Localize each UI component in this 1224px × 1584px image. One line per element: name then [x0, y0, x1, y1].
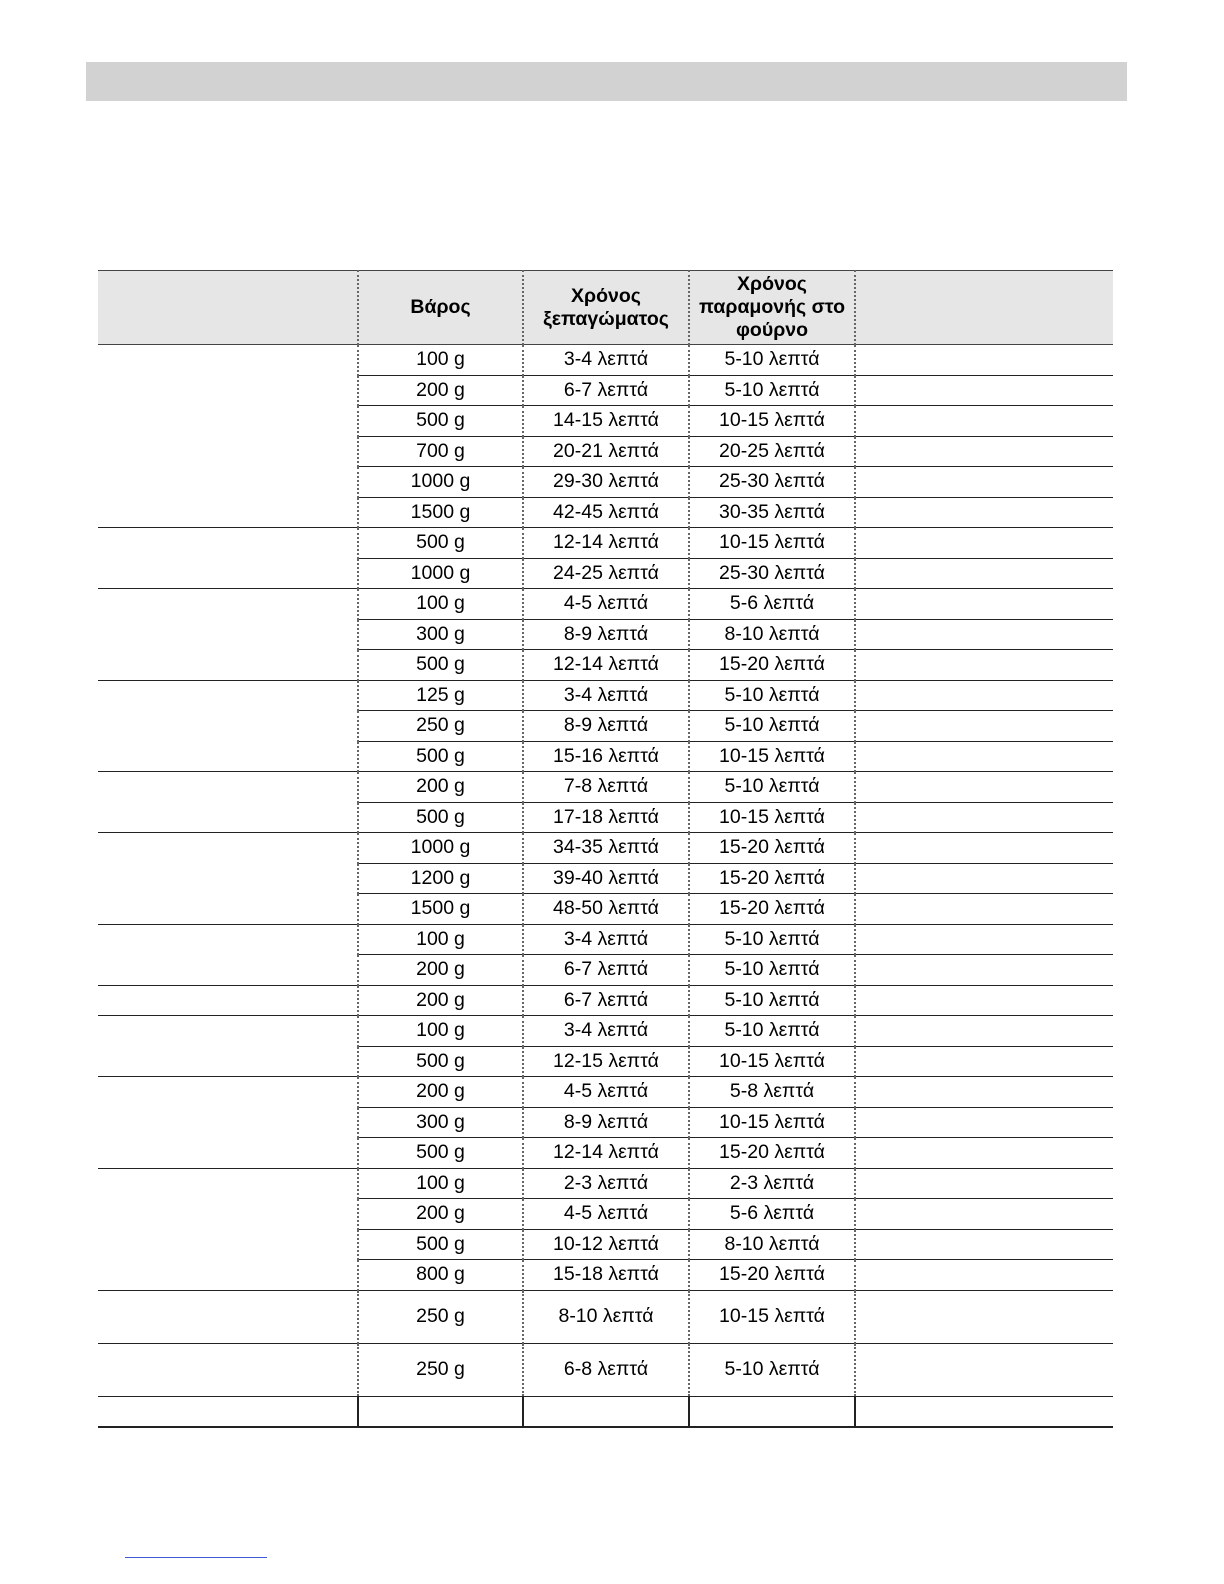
standing-time-cell: 5-10 λεπτά — [689, 772, 855, 803]
standing-time-cell: 20-25 λεπτά — [689, 436, 855, 467]
defrost-table — [98, 270, 1113, 1428]
notes-cell — [855, 589, 1113, 620]
standing-time-cell: 5-10 λεπτά — [689, 985, 855, 1016]
standing-time-cell: 5-10 λεπτά — [689, 1016, 855, 1047]
standing-time-cell: 10-15 λεπτά — [689, 1046, 855, 1077]
defrost-time-cell: 4-5 λεπτά — [523, 1199, 689, 1230]
table-row — [98, 833, 1113, 864]
notes-cell — [855, 802, 1113, 833]
food-cell — [98, 985, 358, 1016]
weight-cell: 250 g — [358, 1290, 523, 1343]
food-cell — [98, 528, 358, 589]
standing-time-cell: 15-20 λεπτά — [689, 650, 855, 681]
notes-cell — [855, 985, 1113, 1016]
table-row — [98, 1343, 1113, 1396]
weight-cell: 1000 g — [358, 558, 523, 589]
weight-cell: 200 g — [358, 1077, 523, 1108]
defrost-time-cell: 6-7 λεπτά — [523, 985, 689, 1016]
table-row — [98, 1290, 1113, 1343]
weight-cell: 1200 g — [358, 863, 523, 894]
empty-cell — [98, 1396, 358, 1427]
food-cell — [98, 680, 358, 772]
weight-cell: 1500 g — [358, 497, 523, 528]
notes-cell — [855, 619, 1113, 650]
defrost-time-cell: 12-14 λεπτά — [523, 650, 689, 681]
standing-time-cell: 15-20 λεπτά — [689, 833, 855, 864]
standing-time-cell: 5-10 λεπτά — [689, 375, 855, 406]
standing-time-cell: 10-15 λεπτά — [689, 1107, 855, 1138]
standing-time-cell: 5-6 λεπτά — [689, 1199, 855, 1230]
header-food-cell — [98, 271, 358, 345]
food-cell — [98, 1077, 358, 1169]
defrost-time-cell: 39-40 λεπτά — [523, 863, 689, 894]
notes-cell — [855, 375, 1113, 406]
table-row — [98, 528, 1113, 559]
notes-cell — [855, 680, 1113, 711]
food-cell — [98, 833, 358, 925]
notes-cell — [855, 650, 1113, 681]
weight-cell: 200 g — [358, 375, 523, 406]
header-defrost-time: Χρόνος ξεπαγώματος — [523, 271, 689, 345]
defrost-time-cell: 8-10 λεπτά — [523, 1290, 689, 1343]
standing-time-cell: 5-10 λεπτά — [689, 924, 855, 955]
food-cell — [98, 1343, 358, 1396]
notes-cell — [855, 1077, 1113, 1108]
weight-cell: 500 g — [358, 1229, 523, 1260]
food-cell — [98, 345, 358, 528]
notes-cell — [855, 406, 1113, 437]
empty-table-row — [98, 1396, 1113, 1427]
weight-cell: 800 g — [358, 1260, 523, 1291]
food-cell — [98, 1290, 358, 1343]
standing-time-cell: 15-20 λεπτά — [689, 1260, 855, 1291]
weight-cell: 100 g — [358, 1016, 523, 1047]
notes-cell — [855, 955, 1113, 986]
weight-cell: 250 g — [358, 711, 523, 742]
standing-time-cell: 15-20 λεπτά — [689, 863, 855, 894]
table-body — [98, 345, 1113, 1427]
table-row — [98, 680, 1113, 711]
standing-time-cell: 5-10 λεπτά — [689, 1343, 855, 1396]
defrost-time-cell: 3-4 λεπτά — [523, 345, 689, 376]
notes-cell — [855, 1260, 1113, 1291]
notes-cell — [855, 894, 1113, 925]
weight-cell: 100 g — [358, 589, 523, 620]
notes-cell — [855, 1199, 1113, 1230]
standing-time-cell: 8-10 λεπτά — [689, 619, 855, 650]
notes-cell — [855, 1168, 1113, 1199]
header-standing-time: Χρόνος παραμονής στο φούρνο — [689, 271, 855, 345]
standing-time-cell: 25-30 λεπτά — [689, 467, 855, 498]
notes-cell — [855, 1229, 1113, 1260]
notes-cell — [855, 1016, 1113, 1047]
standing-time-cell: 10-15 λεπτά — [689, 741, 855, 772]
weight-cell: 200 g — [358, 1199, 523, 1230]
defrost-time-cell: 20-21 λεπτά — [523, 436, 689, 467]
weight-cell: 250 g — [358, 1343, 523, 1396]
defrost-time-cell: 17-18 λεπτά — [523, 802, 689, 833]
standing-time-cell: 5-10 λεπτά — [689, 345, 855, 376]
food-cell — [98, 1016, 358, 1077]
standing-time-cell: 5-8 λεπτά — [689, 1077, 855, 1108]
standing-time-cell: 10-15 λεπτά — [689, 1290, 855, 1343]
empty-cell — [855, 1396, 1113, 1427]
defrost-time-cell: 6-7 λεπτά — [523, 375, 689, 406]
notes-cell — [855, 436, 1113, 467]
empty-cell — [358, 1396, 523, 1427]
food-cell — [98, 589, 358, 681]
defrost-time-cell: 3-4 λεπτά — [523, 924, 689, 955]
weight-cell: 500 g — [358, 802, 523, 833]
notes-cell — [855, 558, 1113, 589]
defrost-time-cell: 3-4 λεπτά — [523, 680, 689, 711]
header-notes-cell — [855, 271, 1113, 345]
notes-cell — [855, 1290, 1113, 1343]
header-weight: Βάρος — [358, 271, 523, 345]
notes-cell — [855, 1107, 1113, 1138]
standing-time-cell: 10-15 λεπτά — [689, 802, 855, 833]
standing-time-cell: 30-35 λεπτά — [689, 497, 855, 528]
weight-cell: 700 g — [358, 436, 523, 467]
defrost-time-cell: 12-15 λεπτά — [523, 1046, 689, 1077]
defrost-time-cell: 4-5 λεπτά — [523, 589, 689, 620]
weight-cell: 100 g — [358, 1168, 523, 1199]
defrost-time-cell: 29-30 λεπτά — [523, 467, 689, 498]
defrost-time-cell: 6-7 λεπτά — [523, 955, 689, 986]
standing-time-cell: 5-10 λεπτά — [689, 711, 855, 742]
weight-cell: 500 g — [358, 741, 523, 772]
table-header-row — [98, 271, 1113, 345]
weight-cell: 500 g — [358, 528, 523, 559]
notes-cell — [855, 863, 1113, 894]
standing-time-cell: 10-15 λεπτά — [689, 528, 855, 559]
weight-cell: 1500 g — [358, 894, 523, 925]
notes-cell — [855, 924, 1113, 955]
weight-cell: 1000 g — [358, 467, 523, 498]
defrost-time-cell: 24-25 λεπτά — [523, 558, 689, 589]
defrost-time-cell: 2-3 λεπτά — [523, 1168, 689, 1199]
weight-cell: 125 g — [358, 680, 523, 711]
standing-time-cell: 10-15 λεπτά — [689, 406, 855, 437]
standing-time-cell: 8-10 λεπτά — [689, 1229, 855, 1260]
defrost-time-cell: 6-8 λεπτά — [523, 1343, 689, 1396]
standing-time-cell: 25-30 λεπτά — [689, 558, 855, 589]
defrost-time-cell: 34-35 λεπτά — [523, 833, 689, 864]
notes-cell — [855, 772, 1113, 803]
table-row — [98, 1016, 1113, 1047]
weight-cell: 300 g — [358, 619, 523, 650]
defrost-time-cell: 48-50 λεπτά — [523, 894, 689, 925]
notes-cell — [855, 1046, 1113, 1077]
weight-cell: 200 g — [358, 955, 523, 986]
defrost-time-cell: 8-9 λεπτά — [523, 711, 689, 742]
notes-cell — [855, 741, 1113, 772]
page-header-bar — [86, 62, 1127, 101]
weight-cell: 1000 g — [358, 833, 523, 864]
defrost-time-cell: 15-16 λεπτά — [523, 741, 689, 772]
standing-time-cell: 5-10 λεπτά — [689, 955, 855, 986]
defrost-time-cell: 12-14 λεπτά — [523, 1138, 689, 1169]
weight-cell: 100 g — [358, 924, 523, 955]
defrost-time-cell: 15-18 λεπτά — [523, 1260, 689, 1291]
standing-time-cell: 2-3 λεπτά — [689, 1168, 855, 1199]
standing-time-cell: 15-20 λεπτά — [689, 894, 855, 925]
weight-cell: 100 g — [358, 345, 523, 376]
table-row — [98, 589, 1113, 620]
weight-cell: 500 g — [358, 406, 523, 437]
weight-cell: 500 g — [358, 1046, 523, 1077]
notes-cell — [855, 345, 1113, 376]
food-cell — [98, 924, 358, 985]
footer-link-line — [125, 1557, 267, 1558]
table-row — [98, 985, 1113, 1016]
weight-cell: 200 g — [358, 772, 523, 803]
defrost-time-cell: 42-45 λεπτά — [523, 497, 689, 528]
weight-cell: 300 g — [358, 1107, 523, 1138]
table-row — [98, 772, 1113, 803]
notes-cell — [855, 1138, 1113, 1169]
notes-cell — [855, 711, 1113, 742]
table-row — [98, 924, 1113, 955]
table-row — [98, 345, 1113, 376]
notes-cell — [855, 467, 1113, 498]
notes-cell — [855, 497, 1113, 528]
table-row — [98, 1077, 1113, 1108]
defrost-time-cell: 4-5 λεπτά — [523, 1077, 689, 1108]
food-cell — [98, 1168, 358, 1290]
table-row — [98, 1168, 1113, 1199]
empty-cell — [689, 1396, 855, 1427]
defrost-time-cell: 8-9 λεπτά — [523, 1107, 689, 1138]
defrost-time-cell: 3-4 λεπτά — [523, 1016, 689, 1047]
defrost-time-cell: 10-12 λεπτά — [523, 1229, 689, 1260]
standing-time-cell: 5-10 λεπτά — [689, 680, 855, 711]
defrost-time-cell: 7-8 λεπτά — [523, 772, 689, 803]
defrost-time-cell: 8-9 λεπτά — [523, 619, 689, 650]
notes-cell — [855, 833, 1113, 864]
notes-cell — [855, 1343, 1113, 1396]
defrost-time-cell: 14-15 λεπτά — [523, 406, 689, 437]
empty-cell — [523, 1396, 689, 1427]
weight-cell: 200 g — [358, 985, 523, 1016]
standing-time-cell: 5-6 λεπτά — [689, 589, 855, 620]
defrost-time-cell: 12-14 λεπτά — [523, 528, 689, 559]
weight-cell: 500 g — [358, 1138, 523, 1169]
food-cell — [98, 772, 358, 833]
standing-time-cell: 15-20 λεπτά — [689, 1138, 855, 1169]
weight-cell: 500 g — [358, 650, 523, 681]
notes-cell — [855, 528, 1113, 559]
